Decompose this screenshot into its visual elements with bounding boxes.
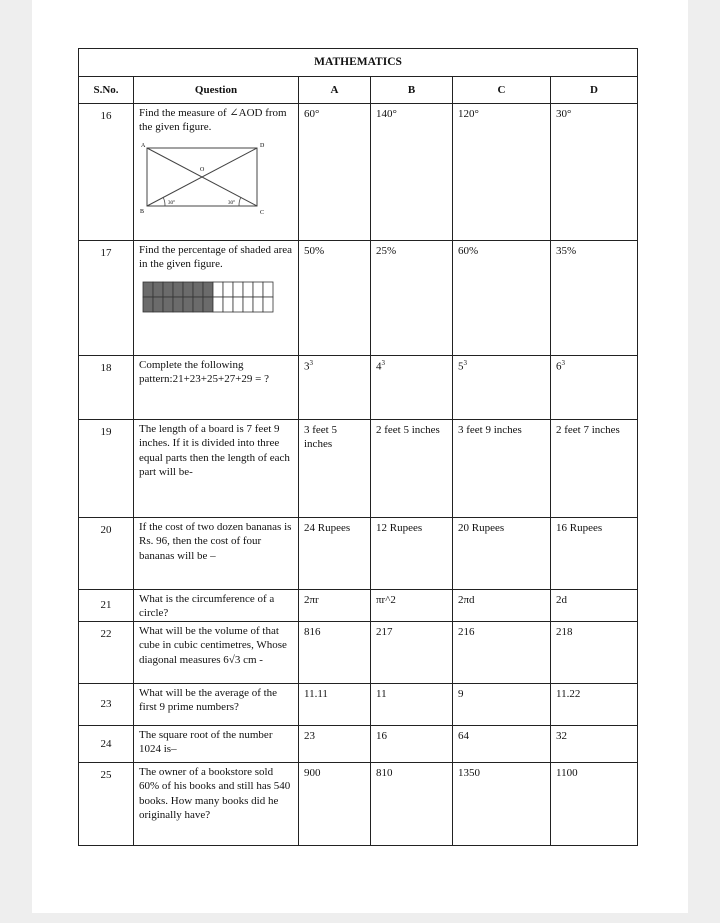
question-text: The square root of the number 1024 is– (134, 726, 299, 763)
grid-cell-unshaded (213, 297, 223, 312)
shaded-grid-figure (139, 280, 277, 314)
option-c: 20 Rupees (453, 518, 551, 590)
grid-cell-shaded (173, 297, 183, 312)
option-c: 2πd (453, 590, 551, 622)
grid-cell-shaded (183, 282, 193, 297)
option-b: 217 (371, 622, 453, 684)
table-header-row (79, 77, 638, 104)
mathematics-question-table (78, 48, 638, 846)
question-text: What will be the average of the first 9 prime numbers? (134, 684, 299, 726)
row-sno: 22 (79, 622, 134, 684)
label-c: C (260, 209, 265, 216)
table-row (79, 420, 638, 518)
header-question: Question (134, 77, 299, 104)
option-a: 60° (299, 104, 371, 241)
grid-cell-shaded (153, 282, 163, 297)
header-option-a: A (299, 77, 371, 104)
option-c: 120° (453, 104, 551, 241)
grid-cell-unshaded (253, 297, 263, 312)
row-sno: 18 (79, 356, 134, 420)
label-a: A (141, 142, 146, 149)
option-b: 140° (371, 104, 453, 241)
table-row (79, 104, 638, 241)
option-d: 2d (551, 590, 638, 622)
table-row (79, 356, 638, 420)
grid-cell-shaded (143, 297, 153, 312)
option-a: 2πr (299, 590, 371, 622)
grid-cell-shaded (193, 282, 203, 297)
grid-cell-unshaded (263, 282, 273, 297)
row-sno: 16 (79, 104, 134, 241)
grid-cell-unshaded (243, 297, 253, 312)
row-sno: 20 (79, 518, 134, 590)
row-sno: 19 (79, 420, 134, 518)
option-b: 16 (371, 726, 453, 763)
option-d: 16 Rupees (551, 518, 638, 590)
question-cell (134, 104, 299, 241)
grid-cell-shaded (203, 282, 213, 297)
header-option-d: D (551, 77, 638, 104)
option-a: 3 feet 5 inches (299, 420, 371, 518)
rectangle-diagonals-figure (139, 139, 269, 217)
option-b: 25% (371, 241, 453, 356)
grid-cell-shaded (163, 282, 173, 297)
option-d: 35% (551, 241, 638, 356)
question-text: Find the percentage of shaded area in the given figure. (139, 244, 293, 271)
option-b: 11 (371, 684, 453, 726)
table-row (79, 726, 638, 763)
option-a: 24 Rupees (299, 518, 371, 590)
row-sno: 24 (79, 726, 134, 763)
option-a: 50% (299, 241, 371, 356)
angle-left-label: 30° (168, 200, 175, 206)
option-a: $3^3$ (299, 356, 371, 420)
question-text: The owner of a bookstore sold 60% of his books and still has 540 books. How many books did he originally have? (134, 763, 299, 846)
table-row (79, 518, 638, 590)
header-sno: S.No. (79, 77, 134, 104)
option-d: 2 feet 7 inches (551, 420, 638, 518)
option-d: 32 (551, 726, 638, 763)
grid-cell-unshaded (243, 282, 253, 297)
row-sno: 17 (79, 241, 134, 356)
grid-cell-shaded (183, 297, 193, 312)
option-c: 216 (453, 622, 551, 684)
option-b: 2 feet 5 inches (371, 420, 453, 518)
header-option-b: B (371, 77, 453, 104)
label-o: O (200, 166, 205, 173)
grid-cell-shaded (173, 282, 183, 297)
option-c: 64 (453, 726, 551, 763)
option-d: 218 (551, 622, 638, 684)
table-row (79, 590, 638, 622)
grid-cell-shaded (143, 282, 153, 297)
option-b: 12 Rupees (371, 518, 453, 590)
option-d: 11.22 (551, 684, 638, 726)
option-a: 23 (299, 726, 371, 763)
grid-cell-unshaded (253, 282, 263, 297)
grid-cell-unshaded (223, 297, 233, 312)
table-row (79, 763, 638, 846)
table-row (79, 684, 638, 726)
question-cell (134, 241, 299, 356)
label-d: D (260, 142, 265, 149)
label-b: B (140, 208, 145, 215)
question-text: What is the circumference of a circle? (134, 590, 299, 622)
question-text: If the cost of two dozen bananas is Rs. 96, then the cost of four bananas will be – (134, 518, 299, 590)
option-d: 30° (551, 104, 638, 241)
option-a: 900 (299, 763, 371, 846)
option-d: 1100 (551, 763, 638, 846)
option-c: 60% (453, 241, 551, 356)
table-row (79, 622, 638, 684)
row-sno: 23 (79, 684, 134, 726)
option-c: 1350 (453, 763, 551, 846)
question-text: The length of a board is 7 feet 9 inches. If it is divided into three equal parts then the length of each part will be- (134, 420, 299, 518)
option-b: 810 (371, 763, 453, 846)
grid-cell-unshaded (233, 297, 243, 312)
option-d: $6^3$ (551, 356, 638, 420)
option-b: πr^2 (371, 590, 453, 622)
grid-cell-shaded (153, 297, 163, 312)
option-a: 11.11 (299, 684, 371, 726)
grid-cell-unshaded (263, 297, 273, 312)
question-text: Complete the following pattern:21+23+25+27+29 = ? (134, 356, 299, 420)
option-c: $5^3$ (453, 356, 551, 420)
option-c: 3 feet 9 inches (453, 420, 551, 518)
row-sno: 25 (79, 763, 134, 846)
row-sno: 21 (79, 590, 134, 622)
angle-right-label: 30° (228, 200, 235, 206)
grid-cell-unshaded (213, 282, 223, 297)
question-text: Find the measure of ∠AOD from the given figure. (139, 107, 287, 134)
option-b: $4^3$ (371, 356, 453, 420)
option-c: 9 (453, 684, 551, 726)
header-option-c: C (453, 77, 551, 104)
table-title: MATHEMATICS (79, 49, 638, 77)
grid-cell-shaded (203, 297, 213, 312)
grid-cell-shaded (193, 297, 203, 312)
table-row (79, 241, 638, 356)
option-a: 816 (299, 622, 371, 684)
question-text: What will be the volume of that cube in cubic centimetres, Whose diagonal measures 6√3 cm - (134, 622, 299, 684)
grid-cell-shaded (163, 297, 173, 312)
grid-cell-unshaded (233, 282, 243, 297)
grid-cell-unshaded (223, 282, 233, 297)
